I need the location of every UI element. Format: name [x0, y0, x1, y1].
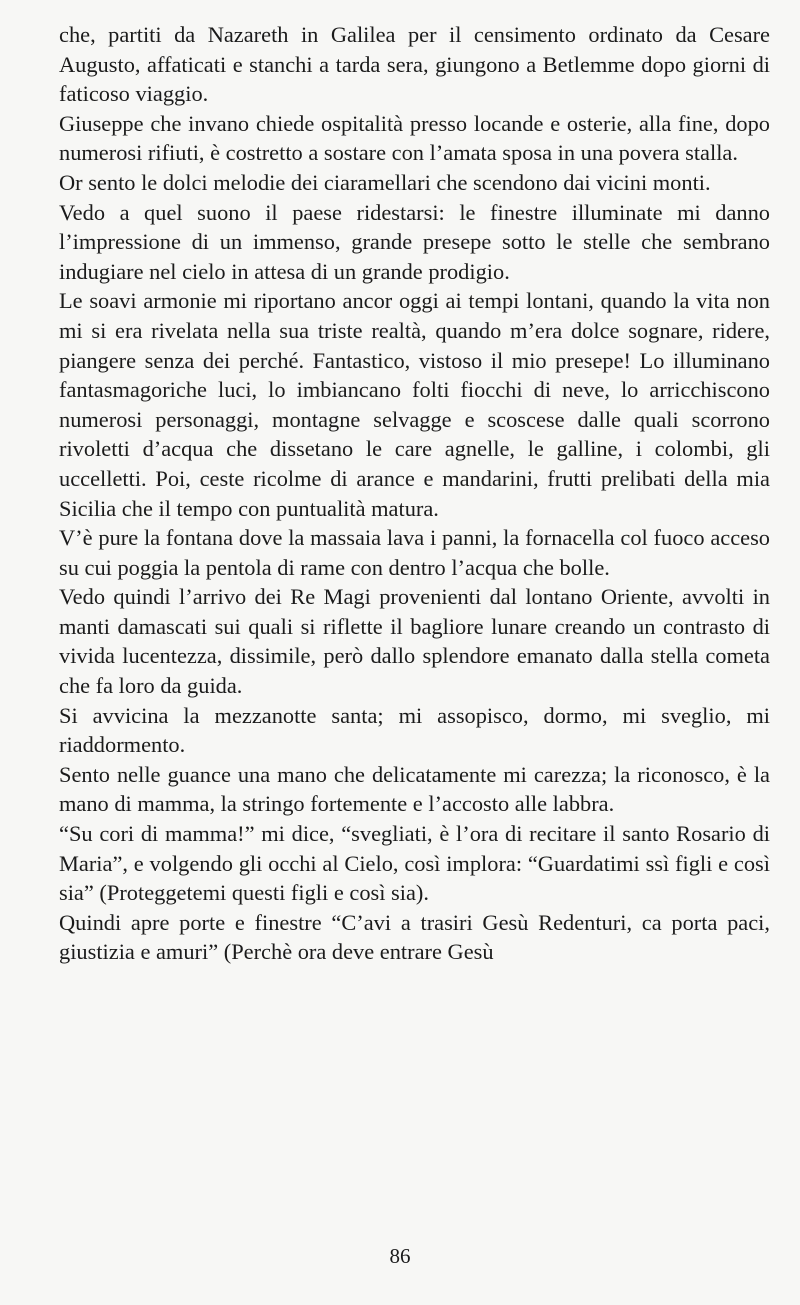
paragraph: Or sento le dolci melodie dei ciaramellari che scendono dai vicini monti. — [59, 169, 711, 195]
paragraph: “Su cori di mamma!” mi dice, “svegliati, è l’ora di recitare il santo Rosario di Maria”, e volgendo gli occhi al Cielo, così implora: “Guardatimi ssì figli e così sia” (Proteggetemi questi figli e così sia). — [59, 821, 770, 906]
paragraph: Quindi apre porte e finestre “C’avi a trasiri Gesù Redenturi, ca porta paci, giustizia e amuri” (Perchè ora deve entrare Gesù — [59, 909, 770, 965]
paragraph: Si avvicina la mezzanotte santa; mi assopisco, dormo, mi sveglio, mi riaddormento. — [59, 702, 770, 758]
page-number: 86 — [389, 1244, 411, 1268]
body-text — [59, 20, 770, 967]
paragraph: Vedo a quel suono il paese ridestarsi: le finestre illuminate mi danno l’impressione di un immenso, grande presepe sotto le stelle che sembrano indugiare nel cielo in attesa di un grande prodigio. — [59, 199, 770, 284]
paragraph: Vedo quindi l’arrivo dei Re Magi provenienti dal lontano Oriente, avvolti in manti damascati sui quali si riflette il bagliore lunare creando un contrasto di vivida lucentezza, dissimile, però dallo splendore emanato dalla stella cometa che fa loro da guida. — [59, 584, 770, 699]
paragraph: che, partiti da Nazareth in Galilea per il censimento ordinato da Cesare Augusto, affaticati e stanchi a tarda sera, giungono a Betlemme dopo giorni di faticoso viaggio. — [59, 22, 770, 107]
paragraph: V’è pure la fontana dove la massaia lava i panni, la fornacella col fuoco acceso su cui poggia la pentola di rame con dentro l’acqua che bolle. — [59, 525, 770, 580]
paragraph: Le soavi armonie mi riportano ancor oggi ai tempi lontani, quando la vita non mi si era rivelata nella sua triste realtà, quando m’era dolce sognare, ridere, piangere senza dei perché. Fantastico, vistoso il mio presepe! Lo illuminano fantasmagoriche luci, lo imbiancano folti fiocchi di neve, lo arricchiscono numerosi personaggi, montagne selvagge e scoscese dalle quali scorrono rivoletti d’acqua che dissetano le care agnelle, le galline, i colombi, gli uccelletti. Poi, ceste ricolme di arance e mandarini, frutti prelibati della mia Sicilia che il tempo con puntualità matura. — [59, 288, 770, 521]
paragraph: Giuseppe che invano chiede ospitalità presso locande e osterie, alla fine, dopo numerosi rifiuti, è costretto a sostare con l’amata sposa in una povera stalla. — [59, 110, 770, 166]
paragraph: Sento nelle guance una mano che delicatamente mi carezza; la riconosco, è la mano di mamma, la stringo fortemente e l’accosto alle labbra. — [59, 761, 770, 817]
